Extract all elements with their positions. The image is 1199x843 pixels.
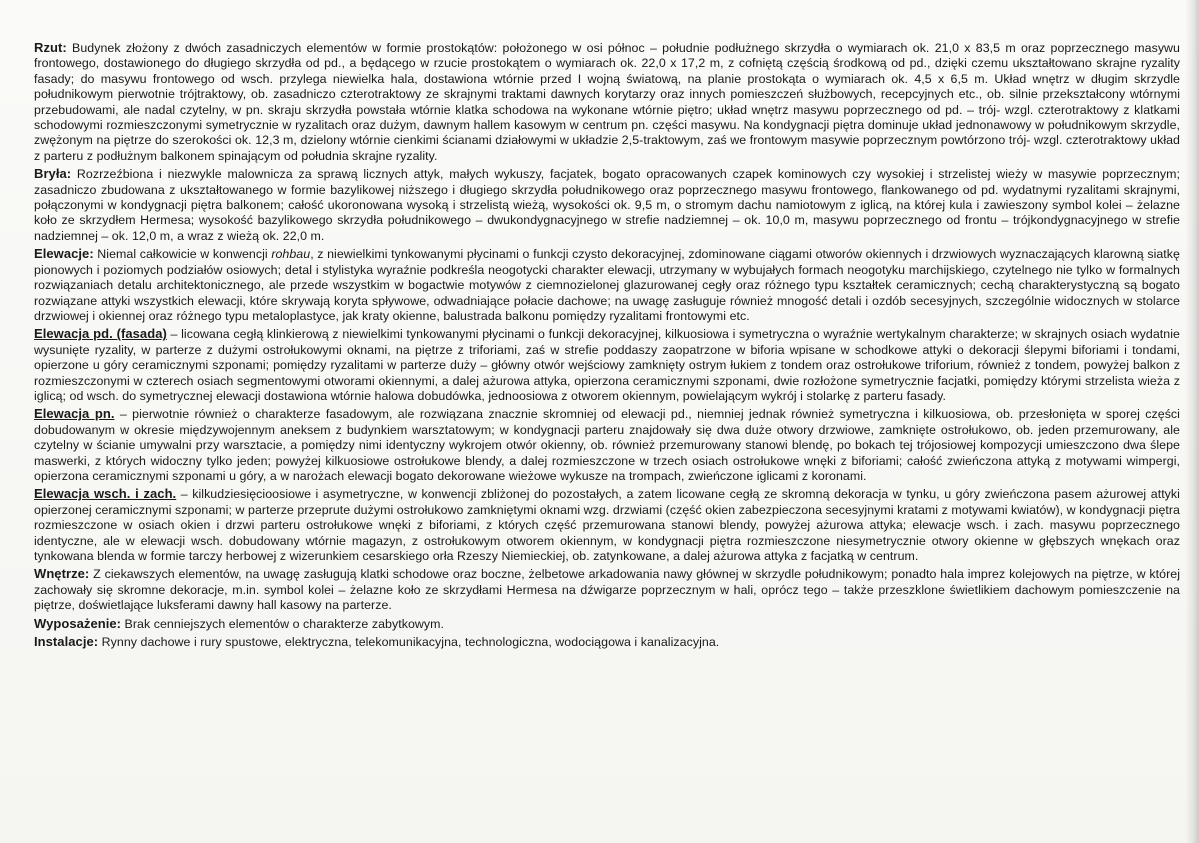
section-text: Budynek złożony z dwóch zasadniczych elementów w formie prostokątów: położonego w osi północ – południe podłużnego skrzydła o wymiarach ok. 21,0 x 83,5 m oraz poprzecznego masywu frontowego, dostawionego do długiego skrzydła od pd., a będącego w rzucie prostokątem o wymiarach ok. 22,0 x 17,2 m, z cofniętą częścią środkową od pd., dzięki czemu ukształtowano skrajne ryzality fasady; do masywu frontowego od wsch. przylega niewielka hala, dostawiona wtórnie przed I wojną światową, na planie prostokąta o wymiarach ok. 4,5 x 6,5 m. Układ wnętrz w długim skrzydle południkowym pierwotnie trójtraktowy, ob. zasadniczo czterotraktowy ze skrajnymi traktami dawnych korytarzy oraz innych pomieszczeń służbowych, recepcyjnych etc., ob. silnie przekształcony wtórnymi przebudowami, ale nadal czytelny, w pn. skraju skrzydła powstała wtórnie klatka schodowa na wykonane wtórnie piętro; układ wnętrz masywu poprzecznego od pd. – trój- wzgl. czterotraktowy z klatkami schodowymi rozmieszczonymi symetrycznie w ryzalitach oraz dużym, dawnym hallem kasowym w centrum pn. części masywu. Na kondygnacji piętra dominuje układ jednonawowy w południkowym skrzydle, zwężonym na piętrze do szerokości ok. 12,3 m, dzielony wtórnie cienkimi ścianami działowymi w układzie 2,5-traktowym, zaś we frontowym masywie poprzecznym powtórzono trój- wzgl. czterotraktowy układ z parteru z podłużnym balkonem spinającym od południa skrajne ryzality. <box>34 41 1180 163</box>
section-text: – pierwotnie również o charakterze fasadowym, ale rozwiązana znacznie skromniej od elewacji pd., niemniej jednak również symetryczna i kilkuosiowa, ob. przesłonięta w sporej części dobudowanym w okresie międzywojennym aneksem z budynkiem warsztatowym; w kondygnacji parteru znajdowały się dwa duże otwory drzwiowe, zamknięte ostrołukowo, ob. jeden przemurowany, ale czytelny w ścianie umywalni przy warsztacie, a pomiędzy nimi identyczny wykrojem otwór okienny, ob. również przemurowany stanowi blendę, po bokach tej trójosiowej kompozycji umieszczono dwa ślepe maswerki, z których widoczny tylko jeden; powyżej kilkuosiowe ostrołukowe blendy, a dalej rozmieszczone w trzech osiach ostrołukowe wnęki z biforiami; całość zwieńczona attyką z motywami wimpergi, opierzona ceramicznymi szponami u góry, a w narożach elewacji bogato dekorowane wieżowe wykusze na trompach, zwieńczone iglicami z koronami. <box>34 407 1180 483</box>
section-heading: Wyposażenie: <box>34 615 122 631</box>
section-text: Z ciekawszych elementów, na uwagę zasługują klatki schodowe oraz boczne, żelbetowe arkadowania nawy głównej w skrzydle południkowym; ponadto hala imprez kolejowych na piętrze, w której zachowały się skromne dekoracje, m.in. symbol kolei – żelazne koło ze skrzydłami Hermesa na dźwigarze poprzecznym w hali, oprócz tego – także przeszklone świetlikiem dachowym pomieszczenie na piętrze, doświetlające luksferami dawny hall kasowy na parterze. <box>34 567 1180 613</box>
section-heading: Instalacje: <box>34 634 99 650</box>
section-elewacja-pd <box>34 326 1180 404</box>
section-heading: Elewacja pd. (fasada) <box>34 326 167 342</box>
italic-term: rohbau <box>271 247 311 262</box>
section-elewacja-wsch-zach <box>34 486 1180 564</box>
section-heading: Elewacje: <box>34 246 94 262</box>
section-wyposazenie <box>34 616 1180 632</box>
section-elewacja-pn <box>34 406 1180 484</box>
document-body <box>34 40 1180 652</box>
page-edge-shadow <box>1185 0 1199 843</box>
section-heading: Elewacja pn. <box>34 406 115 422</box>
section-text: Brak cenniejszych elementów o charakterze zabytkowym. <box>121 616 444 631</box>
section-text-intro: Niemal całkowicie w konwencji <box>93 247 272 262</box>
section-bryla <box>34 166 1180 244</box>
section-text: Rozrzeźbiona i niezwykle malownicza za sprawą licznych attyk, małych wykuszy, facjatek, bogato opracowanych czapek kominowych czy wysokiej i strzelistej wieży w masywie poprzecznym; zasadniczo zbudowana z ukształtowanego w formie bazylikowej niższego i długiego skrzydła południkowego oraz poprzecznego masywu frontowego, flankowanego od pd. wydatnymi ryzalitami skrajnymi, połączonymi w kondygnacji piętra balkonem; całość ukoronowana wysoką i strzelistą wieżą, wysokości ok. 9,5 m, o stromym dachu namiotowym z iglicą, na której kula i zawieszony symbol kolei – żelazne koło ze skrzydłem Hermesa; wysokość bazylikowego skrzydła południkowego – dwukondygnacyjnego w strefie nadziemnej – ok. 10,0 m, masywu poprzecznego od frontu – trójkondygnacyjnego w strefie nadziemnej – ok. 12,0 m, a wraz z wieżą ok. 22,0 m. <box>34 167 1180 243</box>
section-heading: Rzut: <box>34 40 67 55</box>
section-heading: Elewacja wsch. i zach. <box>34 486 177 502</box>
section-text: – kilkudziesięcioosiowe i asymetryczne, w konwencji zbliżonej do pozostałych, a zatem licowane cegłą ze skromną dekoracja w tynku, u góry zwieńczona pasem ażurowej attyki opierzonej ceramicznymi szponami; w parterze przeprute dużymi ostrołukowo zamkniętymi oknami wzg. drzwiami (część okien zabezpieczona secesyjnymi kratami z motywami kwiatów), w kondygnacji piętra rozmieszczone w osiach okien i drzwi parteru ostrołukowe wnęki z biforiami, z których część przemurowana stanowi blendy, powyżej ażurowa attyka; elewacje wsch. i zach. masywu poprzecznego identyczne, ale w elewacji wsch. dobudowany wtórnie magazyn, z ostrołukowym otworem okiennym, w kondygnacji piętra rozmieszczone niesymetrycznie otwory okienne w głębszych wnękach oraz tynkowana blenda w formie tarczy herbowej z wizerunkiem cesarskiego orła Rzeszy Niemieckiej, ob. zatynkowane, a dalej ażurowa attyka z facjatką w centrum. <box>34 487 1180 563</box>
section-text: , z niewielkimi tynkowanymi płycinami o funkcji czysto dekoracyjnej, zdominowane ciągami otworów okiennych i drzwiowych wyznaczających klarowną siatkę pionowych i poziomych podziałów osiowych; detal i stylistyka wyraźnie podkreśla neogotycki charakter elewacji, utrzymany w wybujałych formach neogotyku marchijskiego, czytelnego nie tylko w formalnych rozwiązaniach detalu architektonicznego, ale przede wszystkim w bogactwie motywów z ciemnozielonej glazurowanej cegły oraz różnego typu kształtek ceramicznych; cechą charakterystyczną są bogato rozwiązane attyki wszystkich elewacji, które skrywają koryta spływowe, odwadniające połacie dachowe; na uwagę zasługuje również mnogość detali i ozdób secesyjnych, szczególnie widocznych w stolarce drzwiowej i okiennej oraz różnego typu metaloplastyce, jak kraty okienne, balustrada balkonu pomiędzy ryzalitami frontowymi etc. <box>34 247 1180 323</box>
section-instalacje <box>34 634 1180 650</box>
section-text: Rynny dachowe i rury spustowe, elektryczna, telekomunikacyjna, technologiczna, wodociągowa i kanalizacyjna. <box>98 635 720 650</box>
section-wnetrze <box>34 566 1180 613</box>
section-rzut <box>34 40 1180 164</box>
section-text: – licowana cegłą klinkierową z niewielkimi tynkowanymi płycinami o funkcji dekoracyjnej, kilkuosiowa i symetryczna o wyraźnie wertykalnym charakterze; w skrajnych osiach wydatnie wysunięte ryzality, w parterze z dużymi ostrołukowymi oknami, na piętrze z triforiami, zaś w strefie poddaszy zaopatrzone w biforia wpisane w schodkowe attyki o dekoracji ślepymi biforiami i tondami, opierzone u góry ceramicznymi szponami; pomiędzy ryzalitami w parterze duży – główny otwór wejściowy zamknięty ostrym łukiem z tondem oraz ostrołukowe triforium, również z tondem, powyżej balkon z rozmieszczonymi w czterech osiach segmentowymi otworami okiennymi, a dalej ażurowa attyka, opierzona ceramicznymi szponami, dwie rozłożone symetrycznie facjatki, pomiędzy którymi strzelista wieża z iglicą; od wsch. do symetrycznej elewacji dostawiona wtórnie halowa dobudówka, jednoosiowa z otworem okiennym, powielającym wykrój i stolarkę z parteru fasady. <box>34 327 1180 403</box>
section-elewacje <box>34 246 1180 324</box>
section-heading: Bryła: <box>34 166 72 182</box>
section-heading: Wnętrze: <box>34 566 90 582</box>
